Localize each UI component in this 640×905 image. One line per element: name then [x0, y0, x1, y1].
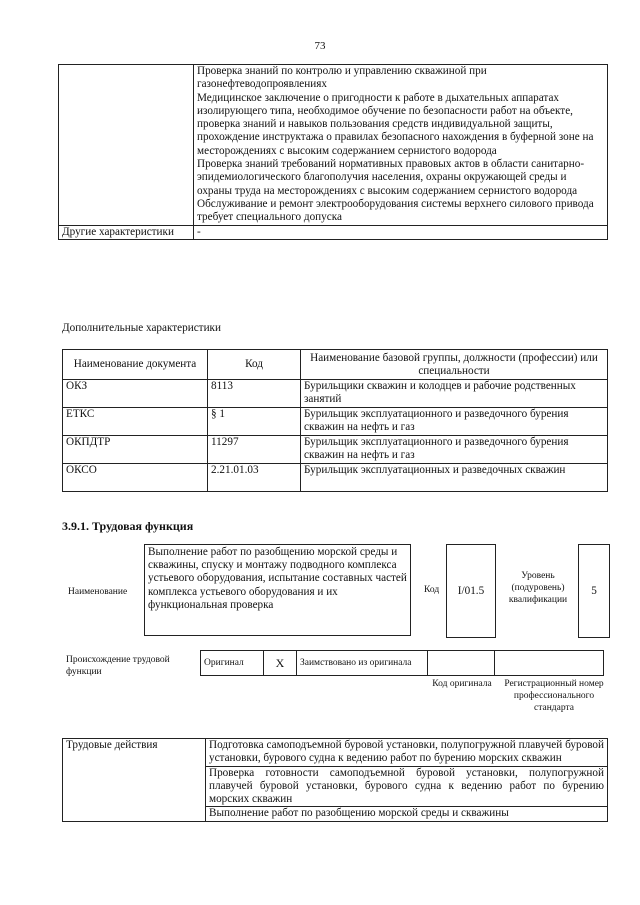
additional-table	[62, 349, 608, 492]
requirement-item: Медицинское заключение о пригодности к работе в дыхательных аппаратах изолирующего типа, необходимое обучение по безопасности работ на объекте, проверка знаний и навыков пользования средств индивидуальной защиты, прохождение инструктажа о правилах безопасного нахождения в буферной зоне на месторождениях с высоким содержанием сернистого водорода	[197, 91, 594, 157]
code-cell: 11297	[208, 436, 301, 464]
table-row	[63, 436, 608, 464]
name-cell: Бурильщик эксплуатационного и разведочного бурения скважин на нефть и газ	[301, 436, 608, 464]
requirements-table	[58, 64, 608, 240]
table-row	[201, 651, 604, 676]
requirement-item: Проверка знаний по контролю и управлению скважиной при газонефтеводопроявлениях	[197, 65, 487, 91]
table-row	[59, 225, 608, 239]
labor-action-item: Подготовка самоподъемной буровой установки, полупогружной плавучей буровой установки, бурового судна к ведению работ по бурению морских скважин	[206, 739, 608, 767]
level-label: Уровень (подуровень) квалификации	[508, 571, 568, 605]
borrowed-label: Заимствовано из оригинала	[297, 651, 428, 676]
requirement-item: Обслуживание и ремонт электрооборудования системы верхнего силового привода требует специального допуска	[197, 197, 594, 224]
function-name-label: Наименование	[68, 587, 128, 597]
code-cell: 2.21.01.03	[208, 464, 301, 492]
requirements-cell: -	[194, 225, 608, 239]
code-original-label: Код оригинала	[432, 679, 492, 689]
table-row	[63, 380, 608, 408]
function-name-box: Выполнение работ по разобщению морской среды и скважины, спуску и монтажу подводного комплекса устьевого оборудования, испытание составных частей комплекса устьевого оборудования и их функциональная проверка	[144, 544, 411, 636]
page-number: 73	[314, 40, 326, 52]
labor-actions-label: Трудовые действия	[63, 739, 206, 822]
table-row	[63, 408, 608, 436]
row-label	[59, 65, 194, 226]
code-box: I/01.5	[446, 544, 496, 638]
labor-action-item: Проверка готовности самоподъемной буровой установки, полупогружной плавучей буровой установки, бурового судна к ведению работ по бурению морских скважин	[206, 766, 608, 807]
name-cell: Бурильщик эксплуатационного и разведочного бурения скважин на нефть и газ	[301, 408, 608, 436]
origin-table	[200, 650, 604, 676]
code-cell: 8113	[208, 380, 301, 408]
reg-number-label: Регистрационный номер профессионального стандарта	[504, 679, 604, 713]
row-label: Другие характеристики	[59, 225, 194, 239]
doc-cell: ОКПДТР	[63, 436, 208, 464]
additional-heading: Дополнительные характеристики	[62, 322, 221, 334]
table-row	[63, 739, 608, 767]
original-label: Оригинал	[201, 651, 264, 676]
code-original-cell	[428, 651, 495, 676]
doc-cell: ОКСО	[63, 464, 208, 492]
name-cell: Бурильщики скважин и колодцев и рабочие родственных занятий	[301, 380, 608, 408]
doc-cell: ОКЗ	[63, 380, 208, 408]
original-mark: X	[264, 651, 297, 676]
column-header: Код	[208, 350, 301, 380]
table-row	[59, 65, 608, 226]
requirement-item: Проверка знаний требований нормативных правовых актов в области санитарно-эпидемиологического благополучия населения, охраны окружающей среды и охраны труда на месторождениях с высоким содержанием сернистого водорода	[197, 158, 585, 197]
level-box: 5	[578, 544, 610, 638]
column-header: Наименование базовой группы, должности (профессии) или специальности	[301, 350, 608, 380]
table-row	[63, 464, 608, 492]
code-label: Код	[424, 585, 440, 595]
code-cell: § 1	[208, 408, 301, 436]
name-cell: Бурильщик эксплуатационных и разведочных скважин	[301, 464, 608, 492]
table-header-row	[63, 350, 608, 380]
column-header: Наименование документа	[63, 350, 208, 380]
labor-actions-table	[62, 738, 608, 822]
origin-label: Происхождение трудовой функции	[66, 655, 170, 677]
doc-cell: ЕТКС	[63, 408, 208, 436]
requirements-cell	[194, 65, 608, 226]
labor-action-item: Выполнение работ по разобщению морской среды и скважины	[206, 807, 608, 821]
section-title: 3.9.1. Трудовая функция	[62, 519, 194, 533]
reg-number-cell	[495, 651, 604, 676]
